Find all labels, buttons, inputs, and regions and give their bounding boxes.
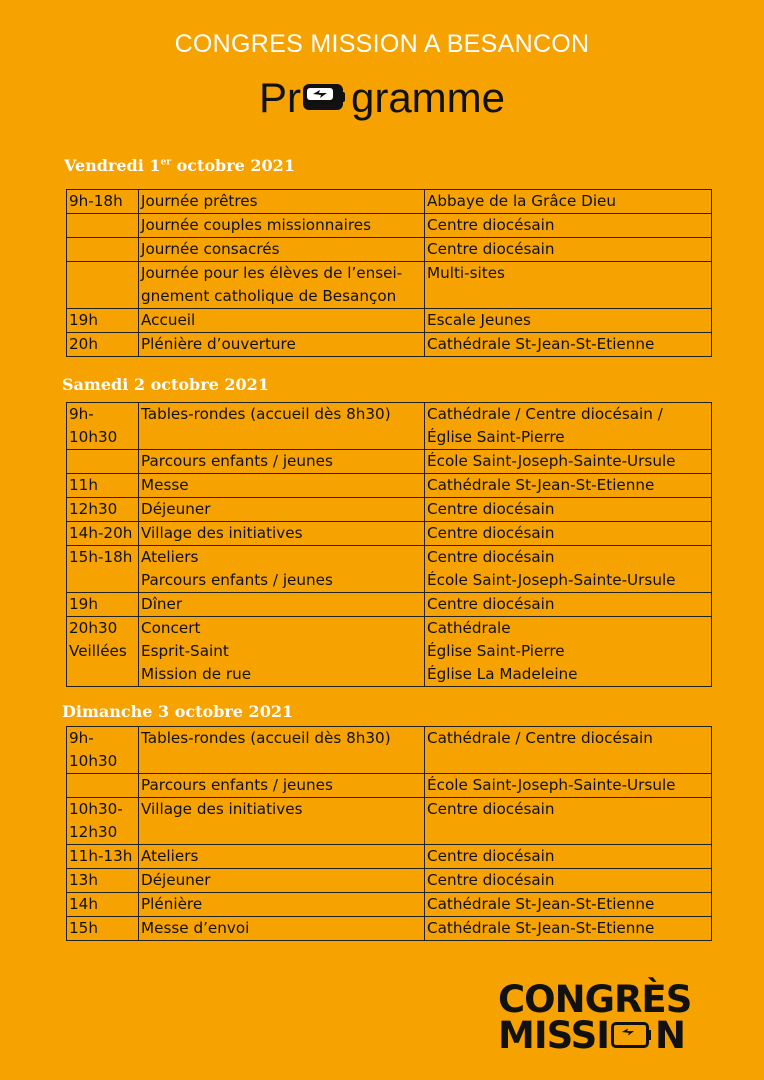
table-row — [67, 522, 712, 546]
place-cell: Centre diocésain — [425, 498, 712, 522]
place-cell: Centre diocésain — [425, 593, 712, 617]
table-row — [67, 333, 712, 357]
time-cell: 19h — [67, 593, 139, 617]
day-title: Vendredi 1er octobre 2021 — [64, 156, 295, 175]
place-cell: Cathédrale St-Jean-St-Etienne — [425, 474, 712, 498]
battery-lightning-icon — [611, 1022, 653, 1048]
event-cell: Déjeuner — [139, 869, 425, 893]
logo-line1: CONGRÈS — [498, 978, 692, 1021]
time-cell: 14h-20h — [67, 522, 139, 546]
table-row — [67, 593, 712, 617]
place-cell: Cathédrale St-Jean-St-Etienne — [425, 333, 712, 357]
event-cell: Journée prêtres — [139, 190, 425, 214]
place-cell: Cathédrale / Centre diocésain / Église Saint-Pierre — [425, 403, 712, 450]
table-row — [67, 498, 712, 522]
event-cell: Plénière — [139, 893, 425, 917]
event-cell: Journée pour les élèves de l’ensei- gnement catholique de Besançon — [139, 262, 425, 309]
table-row — [67, 893, 712, 917]
logo-line2 — [498, 1014, 685, 1058]
place-cell: Abbaye de la Grâce Dieu — [425, 190, 712, 214]
schedule-table — [66, 402, 712, 687]
event-cell: Déjeuner — [139, 498, 425, 522]
place-cell: Centre diocésain — [425, 798, 712, 845]
place-cell: Centre diocésain École Saint-Joseph-Sainte-Ursule — [425, 546, 712, 593]
event-cell: Accueil — [139, 309, 425, 333]
time-cell: 20h — [67, 333, 139, 357]
place-cell: Centre diocésain — [425, 845, 712, 869]
table-row — [67, 774, 712, 798]
place-cell: Cathédrale St-Jean-St-Etienne — [425, 893, 712, 917]
place-cell: Centre diocésain — [425, 522, 712, 546]
time-cell: 14h — [67, 893, 139, 917]
event-cell: Concert Esprit-Saint Mission de rue — [139, 617, 425, 687]
place-cell: École Saint-Joseph-Sainte-Ursule — [425, 774, 712, 798]
table-row — [67, 798, 712, 845]
time-cell: 11h-13h — [67, 845, 139, 869]
event-cell: Journée couples missionnaires — [139, 214, 425, 238]
table-row — [67, 727, 712, 774]
place-cell: Cathédrale St-Jean-St-Etienne — [425, 917, 712, 941]
time-cell: 13h — [67, 869, 139, 893]
time-cell: 11h — [67, 474, 139, 498]
programme-left: Pr — [258, 74, 301, 121]
time-cell: 10h30- 12h30 — [67, 798, 139, 845]
time-cell: 15h — [67, 917, 139, 941]
event-cell: Village des initiatives — [139, 798, 425, 845]
event-cell: Parcours enfants / jeunes — [139, 450, 425, 474]
day-title: Samedi 2 octobre 2021 — [62, 375, 269, 394]
header-title: CONGRES MISSION A BESANCON — [174, 30, 590, 58]
time-cell — [67, 214, 139, 238]
place-cell: Cathédrale / Centre diocésain — [425, 727, 712, 774]
event-cell: Tables-rondes (accueil dès 8h30) — [139, 403, 425, 450]
table-row — [67, 617, 712, 687]
time-cell: 19h — [67, 309, 139, 333]
place-cell: Centre diocésain — [425, 238, 712, 262]
table-row — [67, 450, 712, 474]
time-cell — [67, 238, 139, 262]
table-row — [67, 262, 712, 309]
time-cell: 9h-18h — [67, 190, 139, 214]
place-cell: École Saint-Joseph-Sainte-Ursule — [425, 450, 712, 474]
time-cell: 20h30 Veillées — [67, 617, 139, 687]
place-cell: Cathédrale Église Saint-Pierre Église La Madeleine — [425, 617, 712, 687]
event-cell: Journée consacrés — [139, 238, 425, 262]
programme-right: gramme — [350, 74, 506, 121]
place-cell: Centre diocésain — [425, 214, 712, 238]
time-cell — [67, 774, 139, 798]
time-cell: 9h- 10h30 — [67, 727, 139, 774]
place-cell: Multi-sites — [425, 262, 712, 309]
table-row — [67, 214, 712, 238]
time-cell: 12h30 — [67, 498, 139, 522]
schedule-table — [66, 189, 712, 357]
table-row — [67, 869, 712, 893]
logo-line2-right: N — [655, 1014, 685, 1057]
schedule-table — [66, 726, 712, 941]
event-cell: Messe — [139, 474, 425, 498]
event-cell: Ateliers — [139, 845, 425, 869]
table-row — [67, 403, 712, 450]
battery-lightning-icon — [303, 84, 345, 110]
time-cell: 9h- 10h30 — [67, 403, 139, 450]
event-cell: Plénière d’ouverture — [139, 333, 425, 357]
time-cell — [67, 262, 139, 309]
time-cell — [67, 450, 139, 474]
event-cell: Dîner — [139, 593, 425, 617]
table-row — [67, 474, 712, 498]
place-cell: Centre diocésain — [425, 869, 712, 893]
place-cell: Escale Jeunes — [425, 309, 712, 333]
event-cell: Tables-rondes (accueil dès 8h30) — [139, 727, 425, 774]
event-cell: Messe d’envoi — [139, 917, 425, 941]
table-row — [67, 546, 712, 593]
event-cell: Village des initiatives — [139, 522, 425, 546]
time-cell: 15h-18h — [67, 546, 139, 593]
programme-heading — [0, 70, 764, 126]
day-title: Dimanche 3 octobre 2021 — [62, 702, 294, 721]
event-cell: Parcours enfants / jeunes — [139, 774, 425, 798]
table-row — [67, 917, 712, 941]
table-row — [67, 309, 712, 333]
table-row — [67, 238, 712, 262]
logo-line2-left: MISSI — [498, 1014, 609, 1057]
table-row — [67, 190, 712, 214]
table-row — [67, 845, 712, 869]
event-cell: Ateliers Parcours enfants / jeunes — [139, 546, 425, 593]
